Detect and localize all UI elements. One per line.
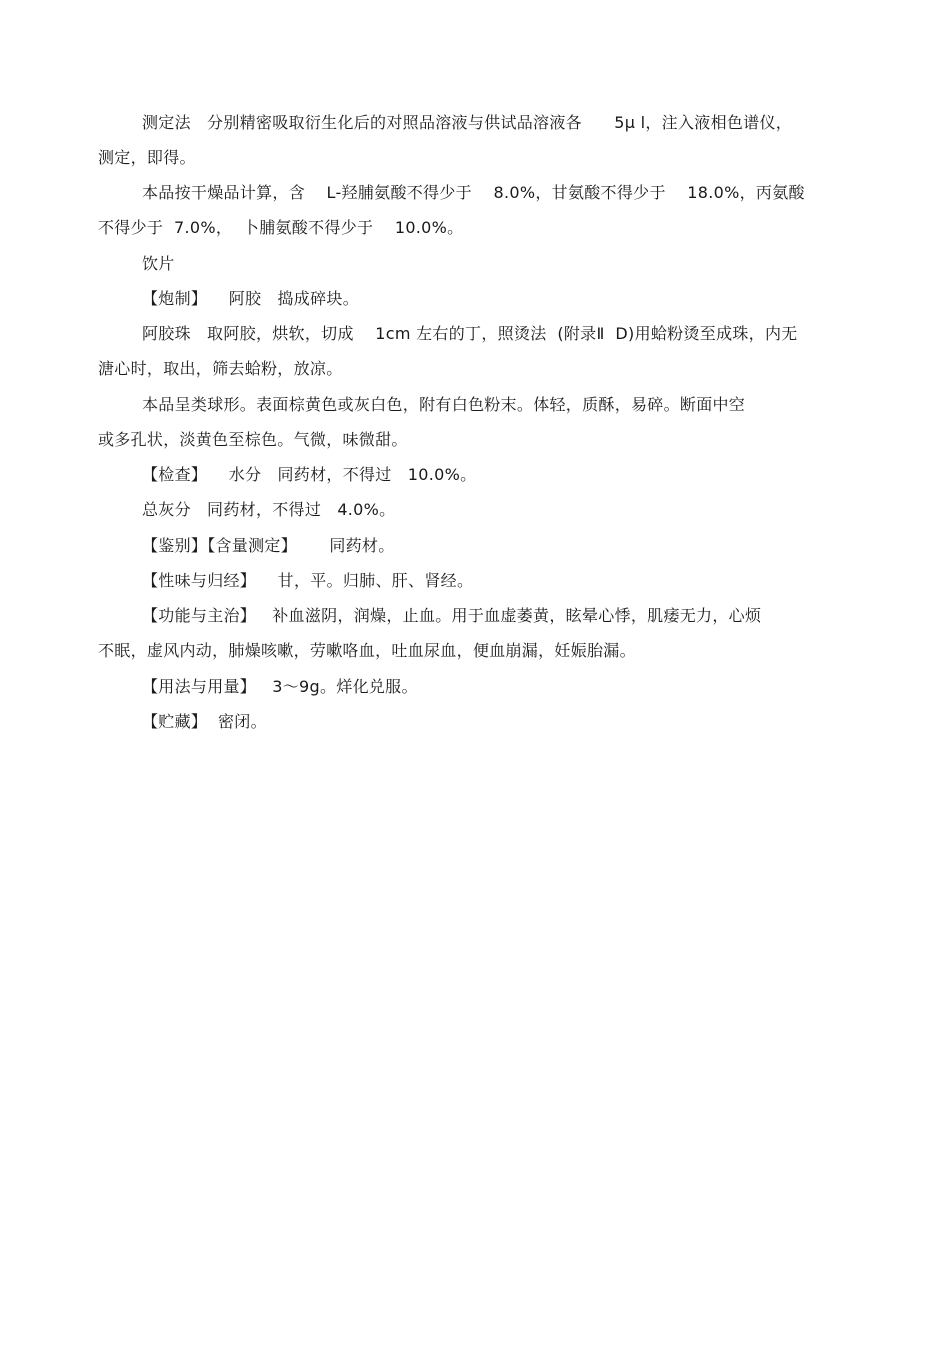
text-line-functions-cont: 不眠，虚风内动，肺燥咳嗽，劳嗽咯血，吐血尿血，便血崩漏，妊娠胎漏。 [98,641,636,660]
text-line-functions: 【功能与主治】 补血滋阴，润燥，止血。用于血虚萎黄，眩晕心悸，肌痿无力，心烦 [142,606,762,625]
section-heading-decoction-pieces: 饮片 [142,254,175,273]
text-line-content-limits: 本品按干燥品计算，含 L-羟脯氨酸不得少于 8.0%，甘氨酸不得少于 18.0%，丙氨酸 [142,183,805,202]
text-line-dosage: 【用法与用量】 3～9g。烊化兑服。 [142,677,418,696]
text-line-identification: 【鉴别】【含量测定】 同药材。 [142,536,395,555]
text-line-inspection-water: 【检查】 水分 同药材，不得过 10.0%。 [142,465,477,484]
text-line-assay-method-cont: 测定，即得。 [98,148,196,167]
text-line-storage: 【贮藏】 密闭。 [142,712,267,731]
text-line-description-cont: 或多孔状，淡黄色至棕色。气微，味微甜。 [98,430,408,449]
text-line-description: 本品呈类球形。表面棕黄色或灰白色，附有白色粉末。体轻，质酥，易碎。断面中空 [142,395,746,414]
text-line-ejiao-beads: 阿胶珠 取阿胶，烘软，切成 1cm 左右的丁，照烫法 (附录Ⅱ D)用蛤粉烫至成珠，内无 [142,324,798,343]
text-line-nature-meridian: 【性味与归经】 甘，平。归肺、肝、肾经。 [142,571,474,590]
text-line-total-ash: 总灰分 同药材，不得过 4.0%。 [142,500,396,519]
text-line-ejiao-beads-cont: 溏心时，取出，筛去蛤粉，放凉。 [98,359,343,378]
text-line-content-limits-cont: 不得少于 7.0%， 卜脯氨酸不得少于 10.0%。 [98,218,464,237]
text-line-processing: 【炮制】 阿胶 捣成碎块。 [142,289,360,308]
text-line-assay-method: 测定法 分别精密吸取衍生化后的对照品溶液与供试品溶液各 5μ l，注入液相色谱仪， [142,113,793,132]
